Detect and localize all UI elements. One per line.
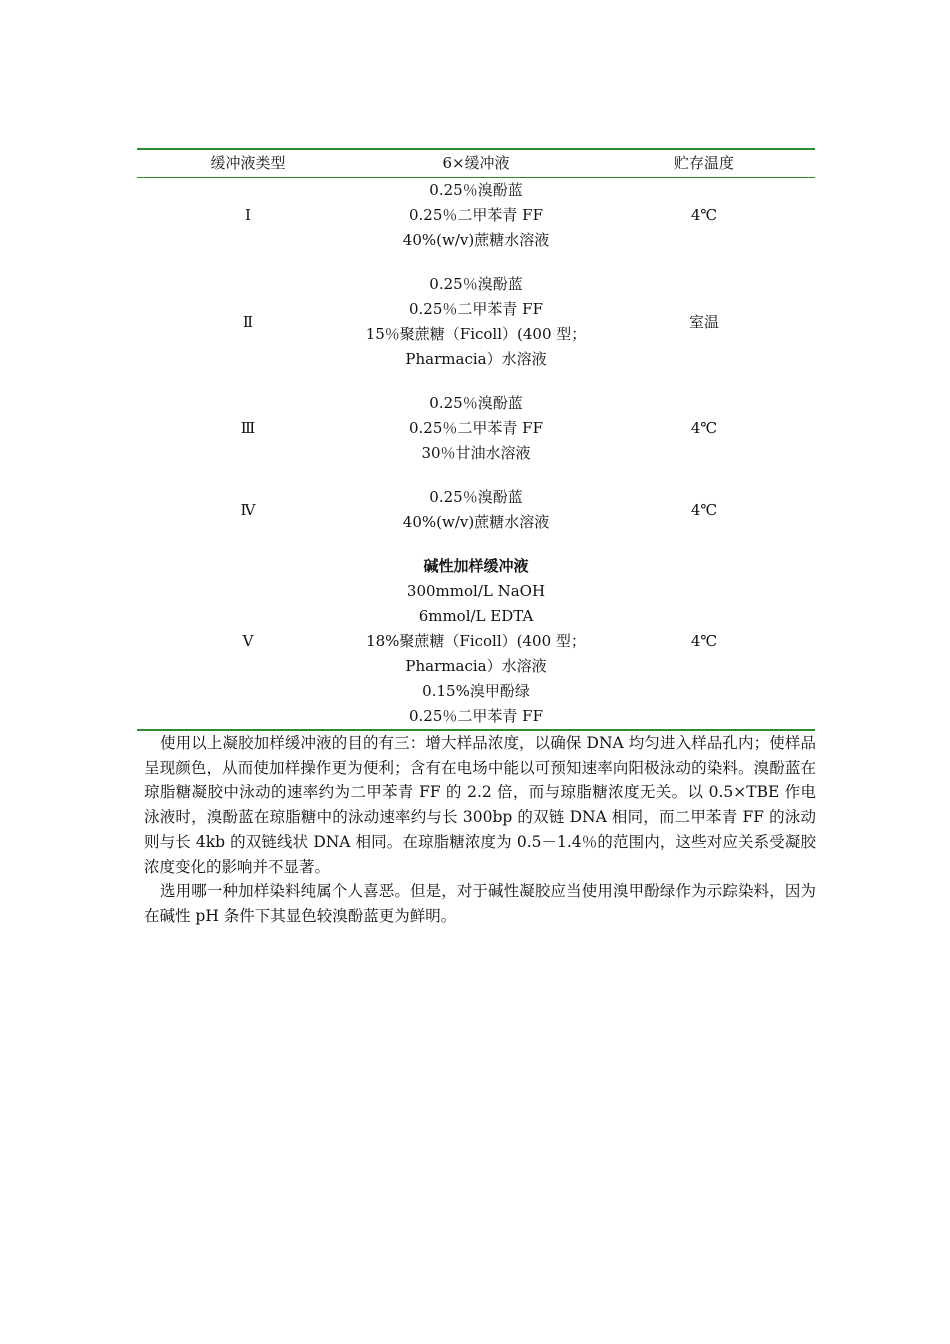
content-line: Pharmacia）水溶液 [405,350,547,368]
buffer-type: Ⅱ [242,312,254,331]
table-row [137,485,815,535]
buffer-type: Ⅰ [245,206,251,224]
table-row [137,554,815,730]
content-line: 40%(w/v)蔗糖水溶液 [402,513,550,531]
content-line: 300mmol/L NaOH [406,582,546,600]
buffer-type: Ⅴ [137,554,359,730]
paragraph: 选用哪一种加样染料纯属个人喜恶。但是，对于碱性凝胶应当使用溴甲酚绿作为示踪染料，因为在碱性 pH 条件下其显色较溴酚蓝更为鲜明。 [144,882,816,925]
storage-temp: 4℃ [593,554,815,730]
content-line: 0.25％溴酚蓝 [429,394,523,412]
header-storage-temp: 贮存温度 [593,149,815,178]
buffer-contents [359,485,593,535]
content-line: 0.25％溴酚蓝 [429,488,523,506]
content-line: 0.25％二甲苯青 FF [409,300,543,318]
content-line: 6mmol/L EDTA [418,607,534,625]
table-row [137,391,815,466]
table-row [137,272,815,372]
content-line: 0.15%溴甲酚绿 [422,682,530,700]
buffer-contents [359,272,593,372]
buffer-type: Ⅲ [240,419,256,437]
buffer-contents [359,391,593,466]
content-line: 0.25％溴酚蓝 [429,181,523,199]
storage-temp: 4℃ [690,500,718,519]
storage-temp: 4℃ [690,419,718,437]
content-line: 0.25％二甲苯青 FF [409,707,543,725]
storage-temp: 4℃ [690,206,718,224]
content-line: 0.25％二甲苯青 FF [409,419,543,437]
header-type: 缓冲液类型 [137,149,359,178]
storage-temp: 室温 [688,312,719,331]
table-row [137,178,815,254]
buffer-contents [359,554,593,730]
row-spacer [137,535,815,554]
content-line: 15％聚蔗糖（Ficoll）(400 型； [365,325,587,343]
paragraph: 使用以上凝胶加样缓冲液的目的有三：增大样品浓度，以确保 DNA 均匀进入样品孔内；使样品呈现颜色，从而使加样操作更为便利；含有在电场中能以可预知速率向阳极泳动的染料。溴酚蓝在琼脂糖凝胶中泳动的速率约为二甲苯青 FF 的 2.2 倍，而与琼脂糖浓度无关。以 0.5×TBE 作电泳液时，溴酚蓝在琼脂糖中的泳动速率约与长 300bp 的双链 DNA 相同，而二甲苯青 FF 的泳动则与长 4kb 的双链线状 DNA 相同。在琼脂糖浓度为 0.5－1.4％的范围内，这些对应关系受凝胶浓度变化的影响并不显著。 [144,734,816,876]
row-spacer [137,253,815,272]
body-text [144,731,816,929]
buffer-type: Ⅳ [240,500,256,519]
content-line: 30％甘油水溶液 [421,444,531,462]
content-line: 40%(w/v)蔗糖水溶液 [402,231,550,249]
content-line: Pharmacia）水溶液 [405,657,547,675]
content-heading: 碱性加样缓冲液 [423,557,529,575]
row-spacer [137,372,815,391]
table-header-row [137,149,815,178]
row-spacer [137,466,815,485]
content-line: 0.25％溴酚蓝 [429,275,523,293]
header-buffer: 6×缓冲液 [359,149,593,178]
content-line: 18%聚蔗糖（Ficoll）(400 型； [366,632,586,650]
buffer-contents [359,178,593,254]
buffer-table [137,148,815,731]
content-line: 0.25％二甲苯青 FF [409,206,543,224]
